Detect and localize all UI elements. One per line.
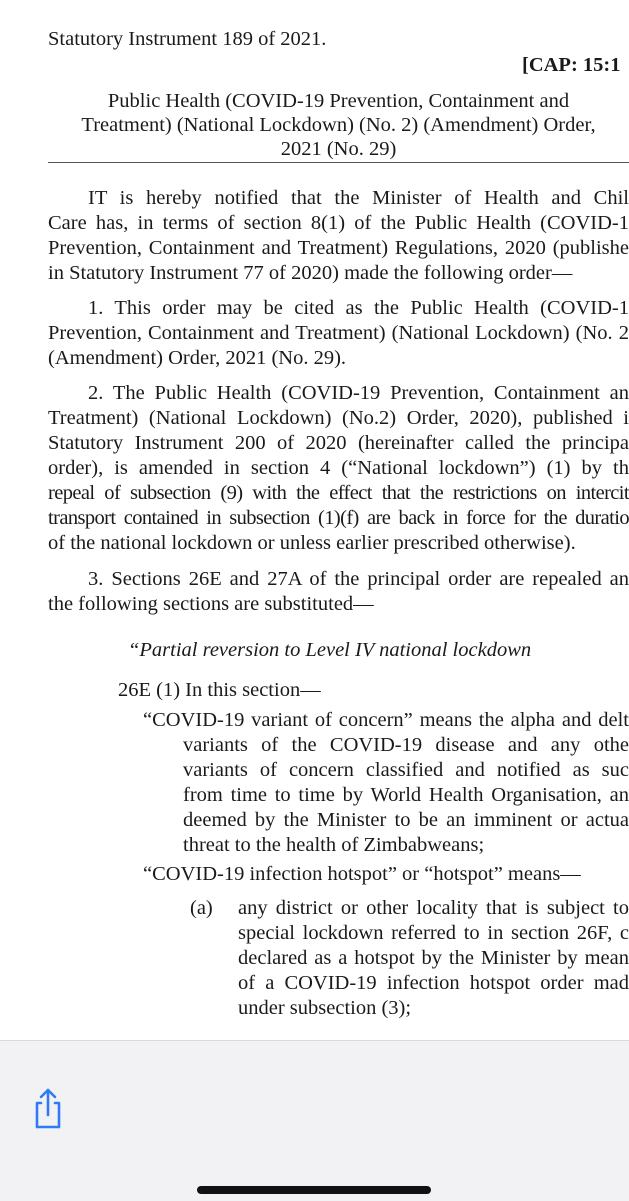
paragraph-2-line: Treatment) (National Lockdown) (No.2) Order, 2020), published i [48, 407, 629, 429]
order-title-line: Public Health (COVID-19 Prevention, Containment and [107, 90, 570, 112]
preamble-line: Prevention, Containment and Treatment) Regulations, 2020 (publishe [48, 237, 629, 259]
bottom-toolbar [0, 1040, 629, 1201]
definition-hotspot: “COVID-19 infection hotspot” or “hotspot” means— [143, 863, 581, 885]
paragraph-1-line: 1. This order may be cited as the Public Health (COVID-1 [88, 297, 629, 319]
item-a-line: of a COVID-19 infection hotspot order mad [238, 972, 629, 994]
cap-reference: [CAP: 15:1 [522, 54, 621, 76]
paragraph-3-line: 3. Sections 26E and 27A of the principal order are repealed an [88, 568, 629, 590]
definition-variant-line: variants of concern classified and notified as suc [183, 759, 629, 781]
paragraph-2-line: transport contained in subsection (1)(f) are back in force for the duratio [48, 507, 629, 529]
preamble-line: IT is hereby notified that the Minister of Health and Chil [88, 187, 629, 209]
section-26e-intro: 26E (1) In this section— [118, 679, 321, 701]
home-indicator [197, 1186, 431, 1194]
definition-variant-line: from time to time by World Health Organisation, an [183, 784, 629, 806]
order-title-line: 2021 (No. 29) [280, 138, 397, 160]
definition-variant-line: deemed by the Minister to be an imminent or actua [183, 809, 629, 831]
item-a-line: under subsection (3); [238, 997, 412, 1019]
order-title-line: Treatment) (National Lockdown) (No. 2) (Amendment) Order, [81, 114, 596, 136]
definition-variant-line: threat to the health of Zimbabweans; [183, 834, 485, 856]
definition-variant-line: variants of the COVID-19 disease and any othe [183, 734, 629, 756]
paragraph-2-line: order), is amended in section 4 (“National lockdown”) (1) by th [48, 457, 629, 479]
instrument-number: Statutory Instrument 189 of 2021. [48, 28, 327, 50]
title-divider [48, 162, 629, 163]
item-a-line: declared as a hotspot by the Minister by mean [238, 947, 629, 969]
share-button[interactable] [26, 1085, 70, 1131]
paragraph-3-line: the following sections are substituted— [48, 593, 374, 615]
paragraph-2-line: 2. The Public Health (COVID-19 Prevention, Containment an [88, 382, 629, 404]
item-a-line: special lockdown referred to in section 26F, c [238, 922, 629, 944]
item-a-label: (a) [190, 897, 213, 919]
preamble-line: Care has, in terms of section 8(1) of the Public Health (COVID-1 [48, 212, 629, 234]
paragraph-2-line: repeal of subsection (9) with the effect that the restrictions on intercit [48, 482, 629, 504]
definition-variant-line: “COVID-19 variant of concern” means the alpha and delt [143, 709, 629, 731]
share-icon [26, 1085, 70, 1131]
paragraph-2-line: Statutory Instrument 200 of 2020 (hereinafter called the principa [48, 432, 629, 454]
item-a-line: any district or other locality that is subject to [238, 897, 629, 919]
section-heading: “Partial reversion to Level IV national lockdown [128, 639, 532, 661]
preamble-line: in Statutory Instrument 77 of 2020) made the following order— [48, 262, 573, 284]
paragraph-1-line: Prevention, Containment and Treatment) (National Lockdown) (No. 2 [48, 322, 629, 344]
paragraph-2-line: of the national lockdown or unless earlier prescribed otherwise). [48, 532, 576, 554]
paragraph-1-line: (Amendment) Order, 2021 (No. 29). [48, 347, 347, 369]
